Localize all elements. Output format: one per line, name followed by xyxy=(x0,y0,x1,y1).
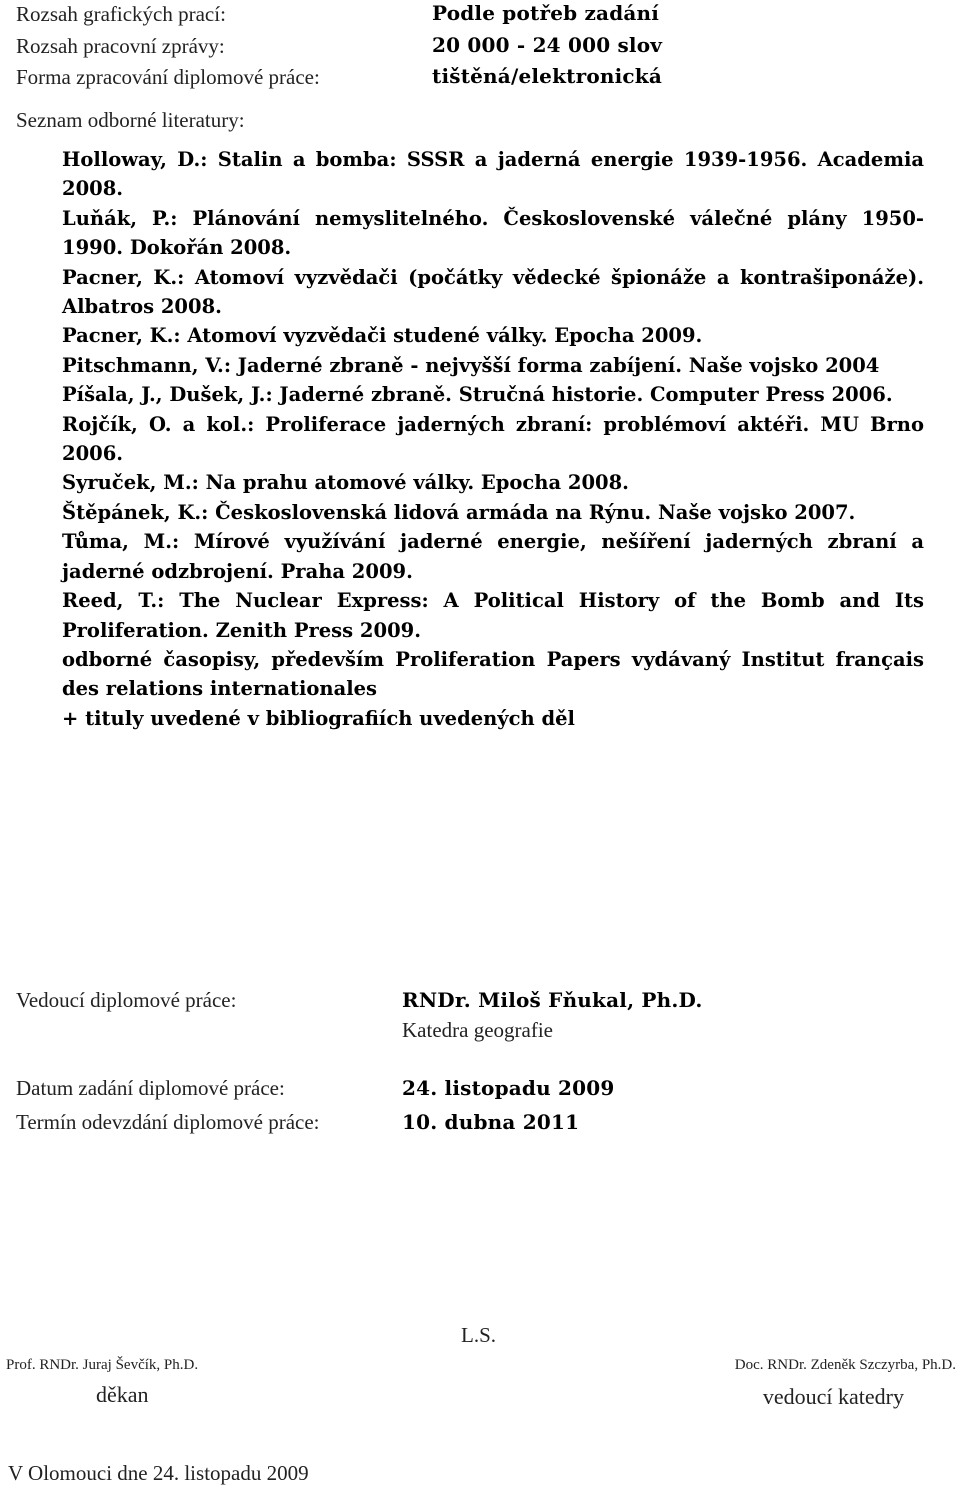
head-of-department-name: Doc. RNDr. Zdeněk Szczyrba, Ph.D. xyxy=(734,1357,956,1373)
seal-mark: L.S. xyxy=(461,1323,497,1347)
supervisor-name: RNDr. Miloš Fňukal, Ph.D. xyxy=(402,988,703,1012)
field-label: Rozsah pracovní zprávy: xyxy=(16,34,225,58)
literature-item: odborné časopisy, především Proliferation Papers vydávaný Institut français des relations internationales xyxy=(62,647,924,701)
literature-heading: Seznam odborné literatury: xyxy=(16,108,245,132)
dean-name: Prof. RNDr. Juraj Ševčík, Ph.D. xyxy=(6,1357,199,1373)
literature-item: Syruček, M.: Na prahu atomové války. Epocha 2008. xyxy=(62,471,629,495)
date-label: Datum zadání diplomové práce: xyxy=(16,1076,285,1100)
literature-item: + tituly uvedené v bibliografiích uvedených děl xyxy=(62,706,575,730)
literature-item: Štěpánek, K.: Československá lidová armáda na Rýnu. Naše vojsko 2007. xyxy=(62,500,856,524)
date-label: Termín odevzdání diplomové práce: xyxy=(16,1110,320,1134)
literature-item: Reed, T.: The Nuclear Express: A Political History of the Bomb and Its Proliferation. Zenith Press 2009. xyxy=(62,589,924,642)
literature-list xyxy=(62,145,924,733)
literature-item: Pacner, K.: Atomoví vyzvědači (počátky vědecké špionáže a kontrašiponáže). Albatros 2008. xyxy=(62,265,924,319)
literature-item: Luňák, P.: Plánování nemyslitelného. Československé válečné plány 1950-1990. Dokořán 2008. xyxy=(62,206,924,260)
literature-item: Píšala, J., Dušek, J.: Jaderné zbraně. Stručná historie. Computer Press 2006. xyxy=(62,383,893,407)
literature-item: Rojčík, O. a kol.: Proliferace jaderných zbraní: problémoví aktéři. MU Brno 2006. xyxy=(62,412,924,466)
field-value: 20 000 - 24 000 slov xyxy=(432,33,663,57)
supervisor-department: Katedra geografie xyxy=(402,1018,553,1042)
field-label: Rozsah grafických prací: xyxy=(16,2,226,26)
literature-item: Pitschmann, V.: Jaderné zbraně - nejvyšší forma zabíjení. Naše vojsko 2004 xyxy=(62,353,880,377)
field-label: Forma zpracování diplomové práce: xyxy=(16,65,320,89)
literature-item: Holloway, D.: Stalin a bomba: SSSR a jaderná energie 1939-1956. Academia 2008. xyxy=(62,148,924,201)
field-value: tištěná/elektronická xyxy=(432,64,663,88)
date-value: 10. dubna 2011 xyxy=(402,1110,580,1134)
supervisor-label: Vedoucí diplomové práce: xyxy=(16,988,237,1012)
head-of-department-role: vedoucí katedry xyxy=(762,1384,904,1409)
dean-role: děkan xyxy=(96,1382,149,1407)
literature-item: Tůma, M.: Mírové využívání jaderné energie, nešíření jaderných zbraní a jaderné odzbrojení. Praha 2009. xyxy=(62,530,924,583)
literature-item: Pacner, K.: Atomoví vyzvědači studené války. Epocha 2009. xyxy=(62,324,703,348)
date-value: 24. listopadu 2009 xyxy=(402,1076,615,1100)
place-date: V Olomouci dne 24. listopadu 2009 xyxy=(8,1461,309,1485)
field-value: Podle potřeb zadání xyxy=(432,1,660,25)
